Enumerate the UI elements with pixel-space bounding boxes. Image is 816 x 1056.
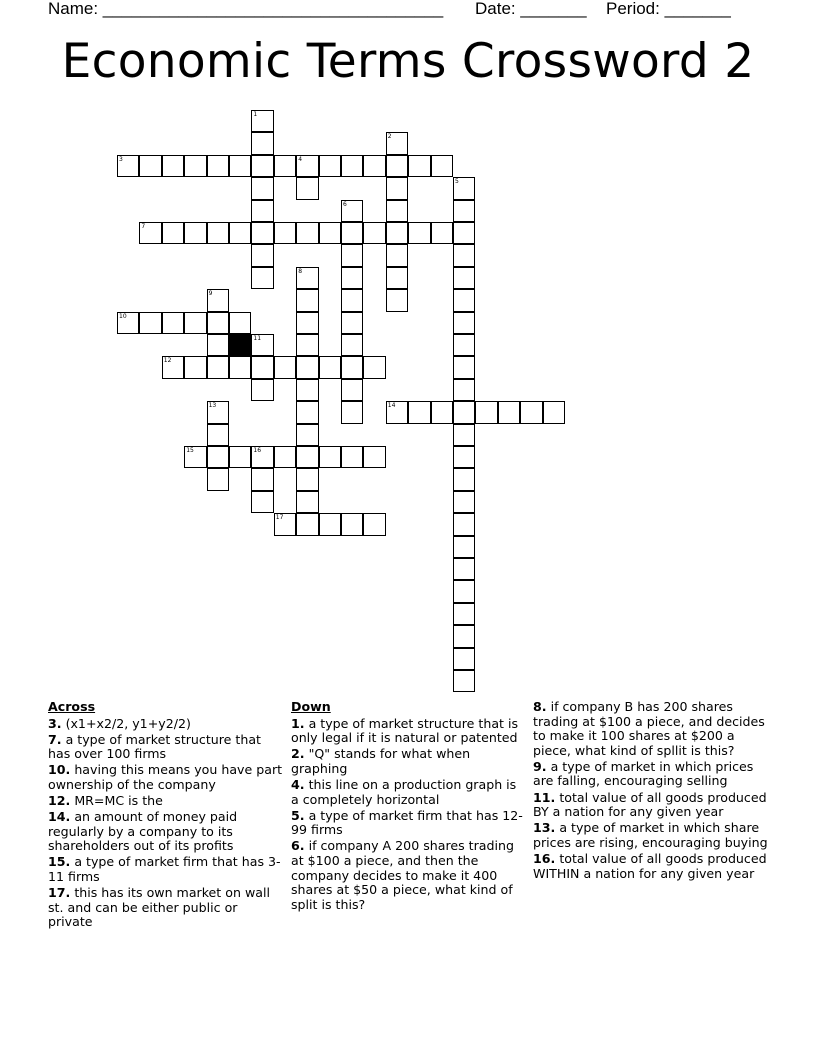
- name-field[interactable]: Name: ____________________________________: [48, 0, 444, 18]
- clue-number-6: 6: [343, 200, 347, 208]
- answer-cell[interactable]: [117, 312, 139, 334]
- answer-cell[interactable]: [251, 491, 273, 513]
- answer-cell[interactable]: [207, 446, 229, 468]
- answer-cell[interactable]: [319, 513, 341, 535]
- answer-cell[interactable]: [229, 155, 251, 177]
- answer-cell[interactable]: [431, 401, 453, 423]
- page-title: Economic Terms Crossword 2: [61, 34, 755, 89]
- answer-cell[interactable]: [229, 446, 251, 468]
- answer-cell[interactable]: [363, 513, 385, 535]
- answer-cell[interactable]: [386, 401, 408, 423]
- answer-cell[interactable]: [296, 468, 318, 490]
- clue-number-3: 3: [119, 155, 123, 163]
- answer-cell[interactable]: [229, 222, 251, 244]
- answer-cell[interactable]: [139, 155, 161, 177]
- answer-cell[interactable]: [386, 155, 408, 177]
- clue-13: 13. a type of market in which share prices are rising, encouraging buying: [533, 820, 768, 850]
- answer-cell[interactable]: [453, 356, 475, 378]
- clue-6: 6. if company A 200 shares trading at $100 a piece, and then the company decides to make it 400 shares at $50 a piece, what kind of split is this?: [291, 838, 514, 912]
- answer-cell[interactable]: [453, 312, 475, 334]
- clue-9: 9. a type of market in which prices are falling, encouraging selling: [533, 758, 754, 789]
- answer-cell[interactable]: [139, 222, 161, 244]
- answer-cell[interactable]: [207, 312, 229, 334]
- answer-cell[interactable]: [162, 356, 184, 378]
- answer-cell[interactable]: [207, 289, 229, 311]
- down-clues: [291, 700, 523, 914]
- clue-number-13: 13: [208, 402, 217, 410]
- clue-17: 17. this has its own market on wall st. and can be either public or private: [48, 885, 270, 930]
- clue-2: 2. "Q" stands for what when graphing: [291, 746, 471, 776]
- answer-cell[interactable]: [453, 401, 475, 423]
- clue-10: 10. having this means you have part ownership of the company: [48, 762, 283, 792]
- clue-number-1: 1: [253, 111, 258, 118]
- answer-cell[interactable]: [386, 132, 408, 154]
- answer-cell[interactable]: [319, 155, 341, 177]
- clue-number-14: 14: [387, 402, 396, 410]
- answer-cell[interactable]: [274, 513, 296, 535]
- clue-number-9: 9: [208, 290, 213, 298]
- answer-cell[interactable]: [139, 312, 161, 334]
- answer-cell[interactable]: [251, 244, 273, 266]
- clue-number-16: 16: [253, 447, 262, 454]
- answer-cell[interactable]: [453, 670, 475, 692]
- answer-cell[interactable]: [296, 222, 318, 244]
- answer-cell[interactable]: [453, 446, 475, 468]
- answer-cell[interactable]: [207, 468, 229, 490]
- answer-cell[interactable]: [274, 356, 296, 378]
- answer-cell[interactable]: [341, 446, 363, 468]
- answer-cell[interactable]: [162, 222, 184, 244]
- down-clues-continued: [533, 700, 768, 883]
- answer-cell[interactable]: [251, 132, 273, 154]
- answer-cell[interactable]: [363, 155, 385, 177]
- clue-number-15: 15: [186, 447, 194, 454]
- answer-cell[interactable]: [386, 267, 408, 289]
- answer-cell[interactable]: [341, 222, 363, 244]
- answer-cell[interactable]: [251, 222, 273, 244]
- answer-cell[interactable]: [229, 356, 251, 378]
- answer-cell[interactable]: [363, 356, 385, 378]
- clue-number-2: 2: [387, 133, 392, 141]
- answer-cell[interactable]: [341, 513, 363, 535]
- answer-cell[interactable]: [341, 289, 363, 311]
- answer-cell[interactable]: [341, 244, 363, 266]
- answer-cell[interactable]: [207, 424, 229, 446]
- answer-cell[interactable]: [453, 580, 475, 602]
- answer-cell[interactable]: [453, 536, 475, 558]
- clue-15: 15. a type of market firm that has 3-11 firms: [48, 854, 281, 885]
- answer-cell[interactable]: [386, 244, 408, 266]
- clue-number-8: 8: [298, 267, 303, 275]
- answer-cell[interactable]: [453, 603, 475, 625]
- answer-cell[interactable]: [296, 401, 318, 423]
- answer-cell[interactable]: [251, 267, 273, 289]
- answer-cell[interactable]: [408, 401, 430, 423]
- answer-cell[interactable]: [431, 155, 453, 177]
- answer-cell[interactable]: [296, 334, 318, 356]
- answer-cell[interactable]: [408, 222, 430, 244]
- answer-cell[interactable]: [341, 312, 363, 334]
- date-field[interactable]: Date: _______: [475, 0, 587, 18]
- answer-cell[interactable]: [431, 222, 453, 244]
- answer-cell[interactable]: [251, 446, 273, 468]
- answer-cell[interactable]: [296, 177, 318, 199]
- answer-cell[interactable]: [251, 200, 273, 222]
- clue-number-17: 17: [275, 514, 284, 522]
- answer-cell[interactable]: [319, 222, 341, 244]
- clue-5: 5. a type of market firm that has 12-99 firms: [291, 807, 523, 838]
- answer-cell[interactable]: [453, 200, 475, 222]
- answer-cell[interactable]: [184, 222, 206, 244]
- answer-cell[interactable]: [453, 491, 475, 513]
- answer-cell[interactable]: [453, 424, 475, 446]
- answer-cell[interactable]: [296, 424, 318, 446]
- answer-cell[interactable]: [363, 222, 385, 244]
- answer-cell[interactable]: [274, 155, 296, 177]
- answer-cell[interactable]: [363, 446, 385, 468]
- answer-cell[interactable]: [453, 267, 475, 289]
- clue-number-4: 4: [298, 155, 303, 163]
- black-square: [229, 334, 251, 356]
- answer-cell[interactable]: [341, 200, 363, 222]
- answer-cell[interactable]: [341, 356, 363, 378]
- answer-cell[interactable]: [251, 334, 273, 356]
- answer-cell[interactable]: [386, 289, 408, 311]
- answer-cell[interactable]: [251, 468, 273, 490]
- clue-number-10: 10: [119, 312, 127, 320]
- answer-cell[interactable]: [386, 200, 408, 222]
- period-field[interactable]: Period: _______: [606, 0, 731, 18]
- clue-14: 14. an amount of money paid regularly by a company to its shareholders out of its profits: [48, 809, 238, 854]
- answer-cell[interactable]: [296, 491, 318, 513]
- answer-cell[interactable]: [408, 155, 430, 177]
- clue-number-7: 7: [141, 223, 146, 230]
- answer-cell[interactable]: [319, 446, 341, 468]
- answer-cell[interactable]: [386, 222, 408, 244]
- answer-cell[interactable]: [453, 289, 475, 311]
- answer-cell[interactable]: [251, 110, 273, 132]
- answer-cell[interactable]: [296, 379, 318, 401]
- answer-cell[interactable]: [296, 312, 318, 334]
- answer-cell[interactable]: [341, 401, 363, 423]
- answer-cell[interactable]: [341, 334, 363, 356]
- answer-cell[interactable]: [251, 177, 273, 199]
- answer-cell[interactable]: [386, 177, 408, 199]
- clue-7: 7. a type of market structure that has over 100 firms: [48, 731, 261, 762]
- answer-cell[interactable]: [207, 356, 229, 378]
- across-heading: Across: [48, 699, 96, 714]
- answer-cell[interactable]: [319, 356, 341, 378]
- answer-cell[interactable]: [520, 401, 542, 423]
- clue-1: 1. a type of market structure that is only legal if it is natural or patented: [291, 715, 519, 746]
- answer-cell[interactable]: [453, 468, 475, 490]
- answer-cell[interactable]: [296, 155, 318, 177]
- answer-cell[interactable]: [341, 379, 363, 401]
- across-clues: [48, 700, 283, 931]
- answer-cell[interactable]: [296, 446, 318, 468]
- answer-cell[interactable]: [296, 356, 318, 378]
- down-heading: Down: [291, 699, 331, 714]
- answer-cell[interactable]: [296, 513, 318, 535]
- answer-cell[interactable]: [207, 155, 229, 177]
- answer-cell[interactable]: [207, 334, 229, 356]
- answer-cell[interactable]: [296, 267, 318, 289]
- answer-cell[interactable]: [453, 222, 475, 244]
- answer-cell[interactable]: [184, 446, 206, 468]
- answer-cell[interactable]: [453, 177, 475, 199]
- answer-cell[interactable]: [296, 289, 318, 311]
- clue-8: 8. if company B has 200 shares trading at $100 a piece, and decides to make it 100 shares at $200 a piece, what kind of spllit is this?: [533, 699, 765, 758]
- answer-cell[interactable]: [162, 312, 184, 334]
- answer-cell[interactable]: [341, 267, 363, 289]
- answer-cell[interactable]: [453, 625, 475, 647]
- clue-12: 12. MR=MC is the: [48, 793, 163, 809]
- answer-cell[interactable]: [543, 401, 565, 423]
- answer-cell[interactable]: [207, 222, 229, 244]
- clue-number-5: 5: [455, 178, 459, 186]
- answer-cell[interactable]: [453, 648, 475, 670]
- answer-cell[interactable]: [184, 312, 206, 334]
- answer-cell[interactable]: [117, 155, 139, 177]
- answer-cell[interactable]: [274, 446, 296, 468]
- answer-cell[interactable]: [453, 513, 475, 535]
- answer-cell[interactable]: [251, 155, 273, 177]
- answer-cell[interactable]: [453, 334, 475, 356]
- answer-cell[interactable]: [184, 155, 206, 177]
- clue-number-11: 11: [253, 335, 262, 342]
- answer-cell[interactable]: [274, 222, 296, 244]
- answer-cell[interactable]: [229, 312, 251, 334]
- clue-16: 16. total value of all goods produced WITHIN a nation for any given year: [533, 850, 767, 881]
- answer-cell[interactable]: [453, 379, 475, 401]
- answer-cell[interactable]: [207, 401, 229, 423]
- answer-cell[interactable]: [341, 155, 363, 177]
- clue-11: 11. total value of all goods produced BY a nation for any given year: [533, 789, 767, 820]
- answer-cell[interactable]: [475, 401, 497, 423]
- answer-cell[interactable]: [251, 379, 273, 401]
- answer-cell[interactable]: [498, 401, 520, 423]
- answer-cell[interactable]: [453, 244, 475, 266]
- answer-cell[interactable]: [251, 356, 273, 378]
- clue-number-12: 12: [163, 357, 172, 365]
- clue-3: 3. (x1+x2/2, y1+y2/2): [48, 715, 191, 731]
- answer-cell[interactable]: [453, 558, 475, 580]
- answer-cell[interactable]: [162, 155, 184, 177]
- answer-cell[interactable]: [184, 356, 206, 378]
- clue-4: 4. this line on a production graph is a completely horizontal: [291, 776, 517, 807]
